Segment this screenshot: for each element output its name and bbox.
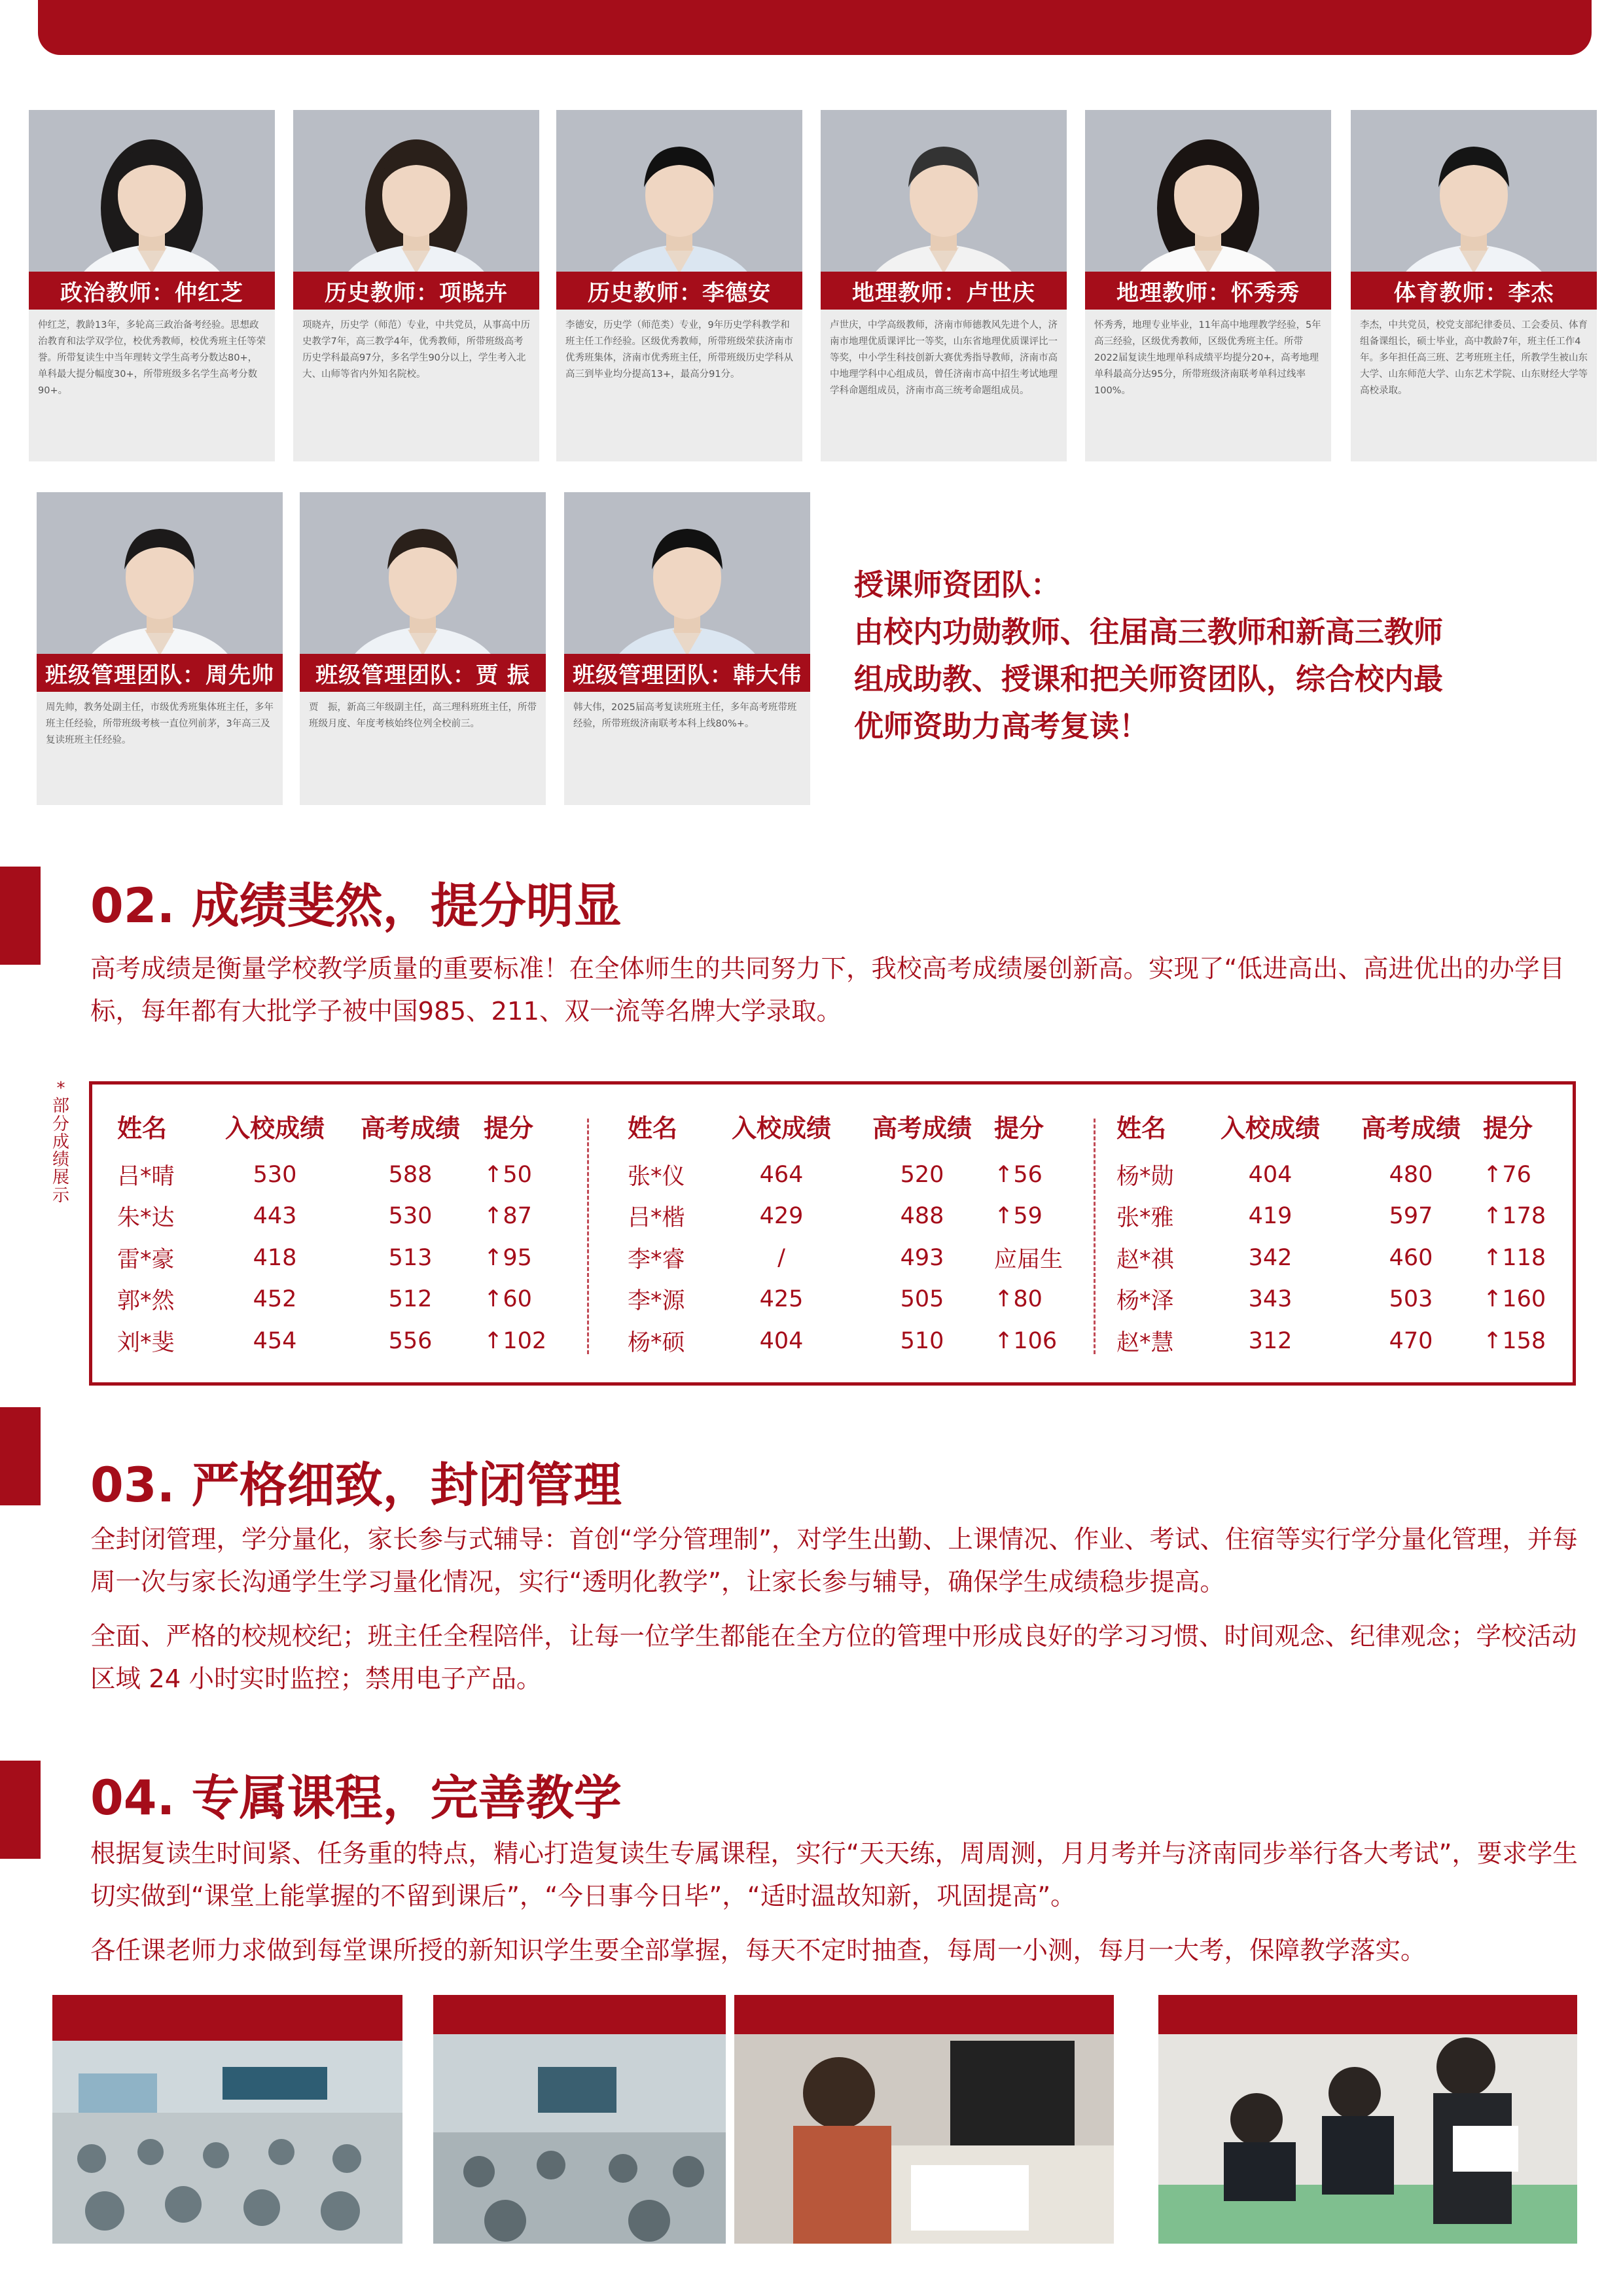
teacher-title: 班级管理团队：周先帅 (37, 654, 283, 692)
table-cell: 404 (759, 1327, 804, 1354)
score-table (1116, 1108, 1568, 1362)
table-row (1116, 1196, 1568, 1238)
dashed-divider (587, 1119, 589, 1354)
table-cell: 张*雅 (1116, 1205, 1174, 1232)
table-cell: 588 (388, 1161, 433, 1188)
table-cell: 342 (1248, 1244, 1293, 1271)
section-text-courses-1: 根据复读生时间紧、任务重的特点，精心打造复读生专属课程，实行“天天练，周周测，月月考并与济南同步举行各大考试”，要求学生切实做到“课堂上能掌握的不留到课后”，“今日事今日毕”，“适时温故知新，巩固提高”。 (90, 1839, 1578, 1912)
section-title-courses: 04. 专属课程，完善教学 (90, 1770, 622, 1826)
table-cell: 488 (900, 1203, 944, 1230)
table-cell: 赵*祺 (1116, 1246, 1174, 1273)
table-row (1116, 1320, 1568, 1362)
teacher-desk-photo (734, 1995, 1114, 2244)
table-cell: 418 (253, 1244, 297, 1271)
score-table-header (1116, 1108, 1568, 1154)
table-cell: 454 (253, 1327, 297, 1354)
teacher-card (300, 492, 546, 805)
table-cell: 李*睿 (628, 1246, 685, 1273)
section-text-management-1: 全封闭管理，学分量化，家长参与式辅导：首创“学分管理制”，对学生出勤、上课情况、作业、考试、住宿等实行学分量化管理，并每周一次与家长沟通学生学习量化情况，实行“透明化教学”，让家长参与辅导，确保学生成绩稳步提高。 (90, 1525, 1578, 1598)
table-row (1116, 1154, 1568, 1196)
table-cell: ↑102 (484, 1327, 547, 1354)
score-side-label: * 部 分 成 绩 展 示 (52, 1079, 69, 1206)
table-cell: 赵*慧 (1116, 1329, 1174, 1356)
table-row (1116, 1237, 1568, 1279)
table-cell: ↑80 (994, 1286, 1043, 1313)
table-cell: 503 (1389, 1286, 1433, 1313)
column-header: 姓名 (117, 1114, 168, 1143)
table-row (628, 1279, 1079, 1321)
table-row (117, 1154, 575, 1196)
score-table-header (117, 1108, 575, 1154)
teacher-photo (1351, 110, 1597, 310)
table-row (117, 1320, 575, 1362)
column-header: 入校成绩 (731, 1114, 831, 1143)
teacher-title: 政治教师：仲红芝 (29, 272, 275, 310)
score-table (117, 1108, 575, 1362)
teacher-title: 班级管理团队：贾 振 (300, 654, 546, 692)
table-cell: ↑50 (484, 1161, 532, 1188)
table-cell: ↑158 (1483, 1327, 1546, 1354)
teacher-title: 历史教师：项晓卉 (293, 272, 539, 310)
table-cell: ↑160 (1483, 1286, 1546, 1313)
table-cell: 443 (253, 1203, 297, 1230)
classroom-exam-photo (52, 1995, 402, 2244)
table-cell: 452 (253, 1286, 297, 1313)
teacher-bio: 项晓卉，历史学（师范）专业，中共党员，从事高中历史教学7年，高三教学4年，优秀教师，所带班级高考历史学科最高97分，多名学生90分以上，学生考入北大、山师等省内外知名院校。 (302, 320, 530, 380)
teacher-bio: 李杰，中共党员，校党支部纪律委员、工会委员、体育组备课组长，硕士毕业，高中教龄7年，班主任工作4年。多年担任高三班、艺考班班主任，所教学生被山东大学、山东师范大学、山东艺术学院、山东财经大学等高校录取。 (1360, 320, 1588, 396)
table-cell: 512 (388, 1286, 433, 1313)
teacher-card (821, 110, 1067, 461)
teacher-bio: 李德安，历史学（师范类）专业，9年历史学科教学和班主任工作经验。区级优秀教师，所带班级荣获济南市优秀班集体，济南市优秀班主任，所带班级历史学科从高三到毕业均分提高13+，最高分91分。 (565, 320, 793, 380)
dashed-divider (1094, 1119, 1096, 1354)
teacher-title: 地理教师：怀秀秀 (1085, 272, 1331, 310)
table-cell: 杨*硕 (628, 1329, 685, 1356)
table-cell: 520 (900, 1161, 944, 1188)
table-cell: 雷*豪 (117, 1246, 175, 1273)
teacher-card (293, 110, 539, 461)
teacher-photo (293, 110, 539, 310)
table-row (1116, 1279, 1568, 1321)
table-cell: ↑60 (484, 1286, 532, 1313)
team-text-line: 由校内功勋教师、往届高三教师和新高三教师 (854, 615, 1444, 649)
team-text-line: 优师资助力高考复读！ (854, 709, 1149, 744)
teacher-tutoring-photo (1158, 1995, 1577, 2244)
score-table-group-1 (117, 1108, 575, 1362)
teacher-bio: 怀秀秀，地理专业毕业，11年高中地理教学经验，5年高三经验，区级优秀教师，区级优秀班主任。所带2022届复读生地理单科成绩平均提分20+，高考地理单科最高分达95分，所带班级济南联考单科过线率100%。 (1094, 320, 1321, 396)
section-marker (0, 1407, 41, 1505)
section-text-courses-2: 各任课老师力求做到每堂课所授的新知识学生要全部掌握，每天不定时抽查，每周一小测，每月一大考，保障教学落实。 (90, 1936, 1426, 1965)
table-cell: 应届生 (994, 1246, 1063, 1273)
column-header: 提分 (1483, 1114, 1533, 1143)
teacher-title: 历史教师：李德安 (556, 272, 802, 310)
teacher-bio: 周先帅，教务处副主任，市级优秀班集体班主任，多年班主任经验，所带班级考核一直位列前茅，3年高三及复读班班主任经验。 (46, 702, 274, 745)
column-header: 高考成绩 (1361, 1114, 1461, 1143)
table-cell: 597 (1389, 1203, 1433, 1230)
table-cell: 425 (759, 1286, 804, 1313)
table-cell: 464 (759, 1161, 804, 1188)
column-header: 入校成绩 (224, 1114, 325, 1143)
teacher-photo (821, 110, 1067, 310)
table-cell: 419 (1248, 1203, 1293, 1230)
table-cell: 杨*泽 (1116, 1288, 1174, 1315)
table-cell: 张*仪 (628, 1163, 685, 1190)
teacher-photo (300, 492, 546, 692)
table-cell: 460 (1389, 1244, 1433, 1271)
table-cell: 404 (1248, 1161, 1293, 1188)
table-cell: 杨*勋 (1116, 1163, 1174, 1190)
table-cell: 470 (1389, 1327, 1433, 1354)
table-cell: 朱*达 (117, 1205, 175, 1232)
score-table-header (628, 1108, 1079, 1154)
teacher-card (29, 110, 275, 461)
score-table-box (89, 1081, 1576, 1386)
column-header: 高考成绩 (872, 1114, 972, 1143)
column-header: 姓名 (628, 1114, 678, 1143)
table-cell: ↑178 (1483, 1203, 1546, 1230)
teacher-bio: 韩大伟，2025届高考复读班班主任，多年高考班带班经验，所带班级济南联考本科上线80%+。 (573, 702, 797, 729)
score-table-group-3 (1116, 1108, 1568, 1362)
teacher-card (1085, 110, 1331, 461)
table-cell: 郭*然 (117, 1288, 175, 1315)
table-cell: 493 (900, 1244, 944, 1271)
teaching-team-statement (854, 562, 1548, 750)
teacher-bio: 卢世庆，中学高级教师，济南市师德教风先进个人，济南市地理优质课评比一等奖，山东省地理优质课评比一等奖，中小学生科技创新大赛优秀指导教师，济南市高中地理学科中心组成员，曾任济南市高中招生考试地理学科命题组成员，济南市高三统考命题组成员。 (830, 320, 1058, 396)
column-header: 入校成绩 (1220, 1114, 1320, 1143)
teacher-card (564, 492, 810, 805)
section-marker (0, 867, 41, 965)
column-header: 高考成绩 (360, 1114, 460, 1143)
column-header: 提分 (994, 1114, 1044, 1143)
teacher-photo (29, 110, 275, 310)
table-cell: ↑59 (994, 1203, 1043, 1230)
table-row (117, 1196, 575, 1238)
teacher-photo (564, 492, 810, 692)
teacher-title: 地理教师：卢世庆 (821, 272, 1067, 310)
score-table-group-2 (628, 1108, 1079, 1362)
section-title-scores: 02. 成绩斐然，提分明显 (90, 878, 622, 934)
teacher-photo (1085, 110, 1331, 310)
classroom-study-photo (433, 1995, 726, 2244)
teacher-card (556, 110, 802, 461)
teacher-title: 体育教师：李杰 (1351, 272, 1597, 310)
teacher-title: 班级管理团队：韩大伟 (564, 654, 810, 692)
table-row (628, 1237, 1079, 1279)
table-cell: 510 (900, 1327, 944, 1354)
table-cell: ↑118 (1483, 1244, 1546, 1271)
column-header: 提分 (484, 1114, 534, 1143)
table-cell: 480 (1389, 1161, 1433, 1188)
table-cell: 李*源 (628, 1288, 685, 1315)
teacher-bio: 仲红芝，教龄13年，多轮高三政治备考经验。思想政治教育和法学双学位，校优秀教师，校优秀班主任等荣誉。所带复读生中当年理转文学生高考分数达80+，单科最大提分幅度30+，所带班级多名学生高考分数90+。 (38, 320, 266, 396)
table-cell: / (777, 1244, 785, 1271)
table-cell: ↑87 (484, 1203, 532, 1230)
table-cell: 530 (253, 1161, 297, 1188)
section-text-management-2: 全面、严格的校规校纪；班主任全程陪伴，让每一位学生都能在全方位的管理中形成良好的学习习惯、时间观念、纪律观念；学校活动区域 24 小时实时监控；禁用电子产品。 (90, 1622, 1577, 1695)
section-marker (0, 1761, 41, 1859)
column-header: 姓名 (1116, 1114, 1167, 1143)
table-cell: 530 (388, 1203, 433, 1230)
table-cell: 505 (900, 1286, 944, 1313)
teacher-photo (37, 492, 283, 692)
table-cell: ↑76 (1483, 1161, 1531, 1188)
section-title-management: 03. 严格细致，封闭管理 (90, 1458, 622, 1513)
table-cell: ↑95 (484, 1244, 532, 1271)
table-cell: 556 (388, 1327, 433, 1354)
table-cell: 343 (1248, 1286, 1293, 1313)
teacher-card (37, 492, 283, 805)
table-cell: 吕*楷 (628, 1205, 685, 1232)
table-cell: 刘*斐 (117, 1329, 175, 1356)
teacher-photo (556, 110, 802, 310)
table-row (117, 1279, 575, 1321)
table-cell: 429 (759, 1203, 804, 1230)
table-row (628, 1196, 1079, 1238)
table-cell: 513 (388, 1244, 433, 1271)
table-row (628, 1320, 1079, 1362)
table-row (628, 1154, 1079, 1196)
teacher-card (1351, 110, 1597, 461)
top-banner (38, 0, 1592, 55)
score-table (628, 1108, 1079, 1362)
table-cell: ↑56 (994, 1161, 1043, 1188)
table-cell: 312 (1248, 1327, 1293, 1354)
table-cell: 吕*晴 (117, 1163, 175, 1190)
team-text-line: 组成助教、授课和把关师资团队，综合校内最 (854, 662, 1444, 696)
table-row (117, 1237, 575, 1279)
teacher-bio: 贾 振，新高三年级副主任，高三理科班班主任，所带班级月度、年度考核始终位列全校前三。 (309, 702, 537, 729)
team-text-line: 授课师资团队： (854, 567, 1061, 602)
section-text-scores: 高考成绩是衡量学校教学质量的重要标准！在全体师生的共同努力下，我校高考成绩屡创新高。实现了“低进高出、高进优出的办学目标，每年都有大批学子被中国985、211、双一流等名牌大学录取。 (90, 954, 1565, 1027)
table-cell: ↑106 (994, 1327, 1058, 1354)
